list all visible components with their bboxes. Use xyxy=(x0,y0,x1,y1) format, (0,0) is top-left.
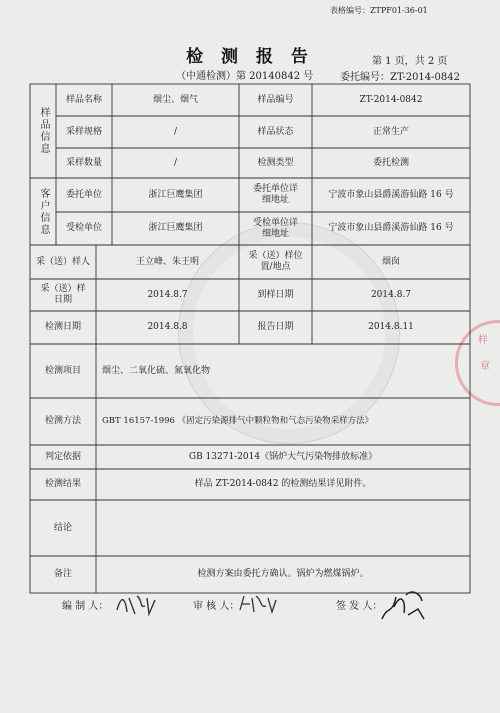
section-sample-label: 样品信息 xyxy=(38,107,49,155)
sample-status-label: 样品状态 xyxy=(257,126,294,137)
inspected-label: 受检单位 xyxy=(65,223,102,234)
reviewer-signature xyxy=(238,592,278,620)
sample-qty-value: / xyxy=(173,157,178,168)
sample-spec-label: 采样规格 xyxy=(65,126,102,137)
sample-location-value: 烟囱 xyxy=(381,256,400,267)
approver-label: 签 发 人： xyxy=(336,601,383,612)
sample-location-label: 采（送）样位置/地点 xyxy=(248,251,303,272)
client-address-value: 宁波市象山县爵溪游仙路 16 号 xyxy=(328,189,454,200)
criteria-value: GB 13271-2014《锅炉大气污染物排放标准》 xyxy=(188,451,378,462)
arrival-date-label: 到样日期 xyxy=(257,289,294,300)
report-date-value: 2014.8.11 xyxy=(368,322,414,333)
result-label: 检测结果 xyxy=(44,479,81,490)
sample-name-value: 烟尘、烟气 xyxy=(152,94,198,105)
reviewer-label: 审 核 人： xyxy=(193,601,240,612)
sample-date-value: 2014.8.7 xyxy=(147,289,188,300)
client-address-label: 委托单位详细地址 xyxy=(252,184,298,205)
result-value: 样品 ZT-2014-0842 的检测结果详见附件。 xyxy=(194,479,372,490)
conclusion-label: 结论 xyxy=(53,522,72,533)
test-items-value: 烟尘、二氧化硫、氮氧化物 xyxy=(102,365,211,376)
side-stamp: 样 章 xyxy=(455,320,500,406)
arrival-date-value: 2014.8.7 xyxy=(370,289,412,300)
inspected-address-label: 受检单位详细地址 xyxy=(252,217,298,239)
section-client-label: 客户信息 xyxy=(38,187,49,236)
page-info: 第 1 页，共 2 页 xyxy=(372,56,448,67)
test-method-value: GBT 16157-1996 《固定污染源排气中颗粒物和气态污染物采样方法》 xyxy=(102,416,374,427)
report-number: （中通检测）第 20140842 号 xyxy=(176,71,314,82)
form-number: 表格编号：ZTPF01-36-01 xyxy=(330,6,428,15)
report-title: 检 测 报 告 xyxy=(186,47,314,67)
remark-label: 备注 xyxy=(53,569,72,580)
sample-spec-value: / xyxy=(173,126,178,137)
sample-qty-label: 采样数量 xyxy=(65,157,102,168)
test-type-label: 检测类型 xyxy=(257,157,294,168)
conclusion-value xyxy=(96,500,470,556)
sample-id-label: 样品编号 xyxy=(257,94,294,105)
test-method-label: 检测方法 xyxy=(44,416,81,427)
client-value: 浙江巨鹰集团 xyxy=(148,189,203,200)
sample-date-label: 采（送）样日期 xyxy=(40,284,86,305)
sample-name-label: 样品名称 xyxy=(65,94,102,105)
test-type-value: 委托检测 xyxy=(372,157,409,168)
sampler-label: 采（送）样人 xyxy=(35,256,90,267)
sampler-value: 王立峰、朱王明 xyxy=(135,256,199,267)
entrust-number: 委托编号：ZT-2014-0842 xyxy=(340,72,460,83)
inspected-address-value: 宁波市象山县爵溪游仙路 16 号 xyxy=(328,223,454,234)
criteria-label: 判定依据 xyxy=(44,451,81,462)
inspected-value: 浙江巨鹰集团 xyxy=(148,223,203,234)
sample-id-value: ZT-2014-0842 xyxy=(359,94,423,105)
sample-status-value: 正常生产 xyxy=(372,126,409,137)
approver-signature xyxy=(378,585,428,629)
test-date-label: 检测日期 xyxy=(44,322,81,333)
client-label: 委托单位 xyxy=(65,189,102,200)
test-date-value: 2014.8.8 xyxy=(147,322,188,333)
test-items-label: 检测项目 xyxy=(44,365,81,376)
compiler-label: 编 制 人： xyxy=(62,601,109,612)
remark-value: 检测方案由委托方确认。锅炉为燃煤锅炉。 xyxy=(197,569,369,580)
compiler-signature xyxy=(115,590,160,622)
report-date-label: 报告日期 xyxy=(257,322,294,333)
